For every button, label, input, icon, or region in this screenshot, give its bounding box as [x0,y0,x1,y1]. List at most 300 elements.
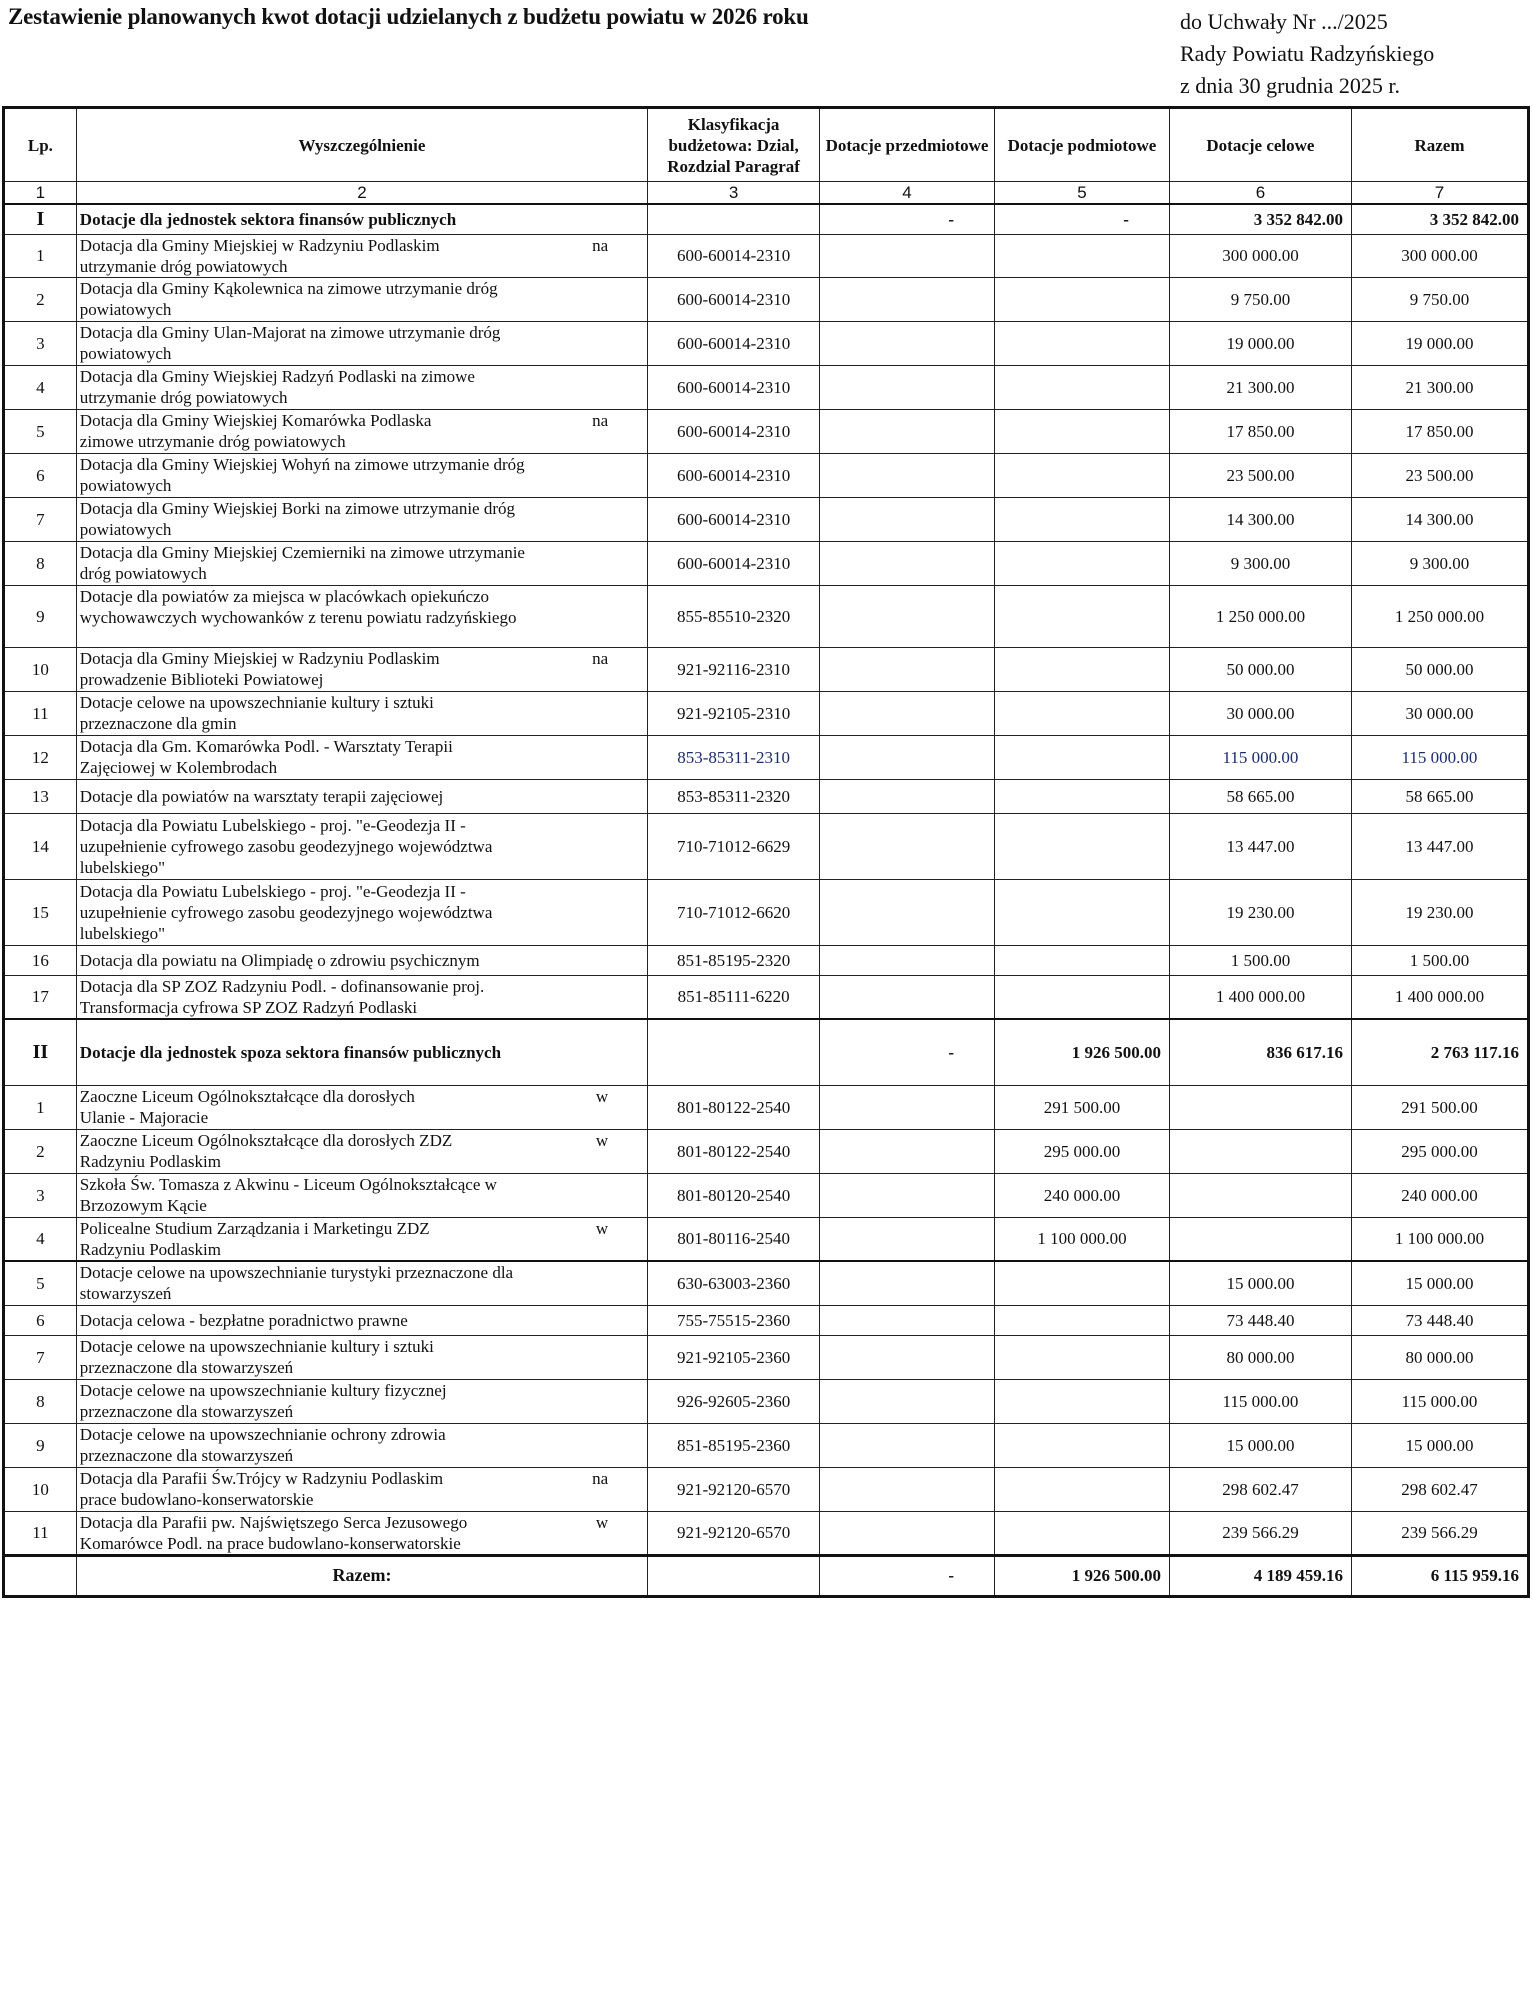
table-row [4,1379,1529,1423]
description-line: lubelskiego" [79,923,166,943]
row-targeted-subsidies: 115 000.00 [1169,1379,1351,1423]
table-row [4,975,1529,1019]
resolution-date: z dnia 30 grudnia 2025 r. [1180,73,1400,98]
row-targeted-subsidies: 30 000.00 [1169,691,1351,735]
row-total: 15 000.00 [1351,1423,1528,1467]
row-subject-subsidies [820,585,995,647]
row-total: 17 850.00 [1351,409,1528,453]
row-description [76,1173,647,1217]
row-description [76,585,647,647]
table-row [4,945,1529,975]
table-row [4,321,1529,365]
row-targeted-subsidies [1169,1173,1351,1217]
row-subject-subsidies [820,541,995,585]
row-total: 15 000.00 [1351,1261,1528,1305]
row-entity-subsidies [995,453,1170,497]
subsidies-table [2,106,1530,1598]
column-number: 4 [820,182,995,205]
row-subject-subsidies [820,321,995,365]
row-targeted-subsidies: 1 400 000.00 [1169,975,1351,1019]
description-line-tail: w [595,1218,609,1238]
row-description [76,1305,647,1335]
row-description [76,1217,647,1261]
row-number: 16 [4,945,77,975]
description-line: Dotacja dla Gminy Wiejskiej Komarówka Podlaska [79,411,432,430]
row-classification: 851-85195-2360 [648,1423,820,1467]
table-row [4,585,1529,647]
row-number: 1 [4,234,77,277]
row-targeted-subsidies [1169,1217,1351,1261]
total-classification [648,1555,820,1596]
description-line: Komarówce Podl. na prace budowlano-konserwatorskie [79,1533,461,1553]
row-total: 19 230.00 [1351,879,1528,945]
description-line: Dotacja dla Powiatu Lubelskiego - proj. "e-Geodezja II - [79,881,466,901]
row-description [76,779,647,813]
row-number: 6 [4,453,77,497]
row-description [76,234,647,277]
row-classification: 921-92120-6570 [648,1467,820,1511]
description-line: Dotacja celowa - bezpłatne poradnictwo prawne [79,1310,408,1330]
total-targeted-subsidies: 4 189 459.16 [1169,1555,1351,1596]
row-description [76,1261,647,1305]
row-total: 239 566.29 [1351,1511,1528,1555]
description-line: Dotacje dla powiatów na warsztaty terapii zajęciowej [79,786,444,806]
description-line: Dotacja dla Parafii Św.Trójcy w Radzyniu Podlaskim [79,1469,444,1488]
row-entity-subsidies [995,779,1170,813]
row-number: 13 [4,779,77,813]
row-number: 7 [4,1335,77,1379]
description-line: wychowawczych wychowanków z terenu powiatu radzyńskiego [79,608,517,627]
row-targeted-subsidies: 1 500.00 [1169,945,1351,975]
column-number-row [4,182,1529,205]
row-description [76,453,647,497]
row-description [76,409,647,453]
row-targeted-subsidies: 15 000.00 [1169,1261,1351,1305]
description-line: prace budowlano-konserwatorskie [79,1490,314,1509]
row-entity-subsidies [995,497,1170,541]
row-entity-subsidies [995,1305,1170,1335]
row-classification: 600-60014-2310 [648,409,820,453]
table-row [4,779,1529,813]
description-line: Policealne Studium Zarządzania i Marketingu ZDZ [79,1218,430,1238]
row-description [76,1511,647,1555]
row-total: 30 000.00 [1351,691,1528,735]
row-total: 73 448.40 [1351,1305,1528,1335]
row-description [76,497,647,541]
row-total: 115 000.00 [1351,1379,1528,1423]
row-number: 7 [4,497,77,541]
description-line: Dotacja dla Gminy Wiejskiej Borki na zimowe utrzymanie dróg [79,499,516,518]
row-classification: 600-60014-2310 [648,234,820,277]
row-entity-subsidies [995,321,1170,365]
row-classification: 600-60014-2310 [648,277,820,321]
row-subject-subsidies [820,1173,995,1217]
row-number: 17 [4,975,77,1019]
description-line: uzupełnienie cyfrowego zasobu geodezyjnego województwa [79,836,493,856]
row-total: 1 400 000.00 [1351,975,1528,1019]
description-line: Zaoczne Liceum Ogólnokształcące dla dorosłych [79,1087,415,1106]
row-total: 295 000.00 [1351,1129,1528,1173]
section-total: 3 352 842.00 [1351,204,1528,234]
section-row [4,204,1529,234]
row-total: 115 000.00 [1351,735,1528,779]
description-line: utrzymanie dróg powiatowych [79,388,288,407]
row-total: 1 100 000.00 [1351,1217,1528,1261]
section-subject-subsidies: - [820,204,995,234]
row-subject-subsidies [820,1305,995,1335]
row-entity-subsidies [995,813,1170,879]
row-targeted-subsidies: 73 448.40 [1169,1305,1351,1335]
row-targeted-subsidies: 9 300.00 [1169,541,1351,585]
row-entity-subsidies [995,691,1170,735]
row-entity-subsidies: 295 000.00 [995,1129,1170,1173]
row-classification: 600-60014-2310 [648,321,820,365]
table-row [4,409,1529,453]
table-row [4,365,1529,409]
row-number: 10 [4,647,77,691]
resolution-council: Rady Powiatu Radzyńskiego [1180,41,1435,66]
section-targeted-subsidies: 836 617.16 [1169,1019,1351,1085]
row-subject-subsidies [820,735,995,779]
description-line: Dotacja dla SP ZOZ Radzyniu Podl. - dofinansowanie proj. [79,976,485,996]
section-total: 2 763 117.16 [1351,1019,1528,1085]
section-number: II [4,1019,77,1085]
header-total: Razem [1351,108,1528,182]
row-subject-subsidies [820,879,995,945]
row-targeted-subsidies: 23 500.00 [1169,453,1351,497]
row-targeted-subsidies: 80 000.00 [1169,1335,1351,1379]
row-subject-subsidies [820,813,995,879]
description-line: Radzyniu Podlaskim [79,1239,221,1259]
description-line: Dotacje celowe na upowszechnianie kultury i sztuki [79,1337,434,1356]
row-subject-subsidies [820,1129,995,1173]
row-entity-subsidies [995,1379,1170,1423]
row-classification: 801-80122-2540 [648,1129,820,1173]
row-targeted-subsidies: 13 447.00 [1169,813,1351,879]
row-entity-subsidies [995,277,1170,321]
row-classification: 921-92105-2310 [648,691,820,735]
table-row [4,453,1529,497]
description-line: Ulanie - Majoracie [79,1108,209,1127]
row-targeted-subsidies: 115 000.00 [1169,735,1351,779]
row-entity-subsidies [995,585,1170,647]
description-line: Transformacja cyfrowa SP ZOZ Radzyń Podlaski [79,997,418,1017]
table-row [4,1305,1529,1335]
row-description [76,975,647,1019]
row-description [76,1467,647,1511]
table-row [4,1129,1529,1173]
table-row [4,1173,1529,1217]
section-classification [648,1019,820,1085]
table-row [4,541,1529,585]
row-description [76,647,647,691]
row-targeted-subsidies: 298 602.47 [1169,1467,1351,1511]
row-entity-subsidies [995,1423,1170,1467]
row-subject-subsidies [820,1379,995,1423]
row-total: 1 500.00 [1351,945,1528,975]
row-subject-subsidies [820,1085,995,1129]
row-total: 1 250 000.00 [1351,585,1528,647]
description-line: uzupełnienie cyfrowego zasobu geodezyjnego województwa [79,902,493,922]
description-line: stowarzyszeń [79,1284,172,1304]
row-subject-subsidies [820,234,995,277]
description-line: Dotacje celowe na upowszechnianie kultury i sztuki [79,693,434,712]
description-line: Radzyniu Podlaskim [79,1152,221,1171]
row-subject-subsidies [820,975,995,1019]
section-classification [648,204,820,234]
column-number: 3 [648,182,820,205]
description-line: Dotacja dla Parafii pw. Najświętszego Serca Jezusowego [79,1512,468,1532]
document-title: Zestawienie planowanych kwot dotacji udzielanych z budżetu powiatu w 2026 roku [8,4,809,29]
row-number: 1 [4,1085,77,1129]
description-line: Brzozowym Kącie [79,1196,207,1215]
row-targeted-subsidies: 15 000.00 [1169,1423,1351,1467]
row-number: 8 [4,541,77,585]
row-number: 4 [4,1217,77,1261]
table-row [4,1423,1529,1467]
description-line: Dotacje celowe na upowszechnianie ochrony zdrowia [79,1425,446,1444]
row-targeted-subsidies: 50 000.00 [1169,647,1351,691]
row-subject-subsidies [820,1217,995,1261]
row-classification: 600-60014-2310 [648,453,820,497]
row-subject-subsidies [820,647,995,691]
row-number: 2 [4,1129,77,1173]
description-line: Dotacje celowe na upowszechnianie turystyki przeznaczone dla [79,1263,514,1283]
description-line: dróg powiatowych [79,564,207,583]
row-entity-subsidies [995,647,1170,691]
row-targeted-subsidies: 17 850.00 [1169,409,1351,453]
section-number: I [4,204,77,234]
row-targeted-subsidies: 19 000.00 [1169,321,1351,365]
description-line: Dotacja dla Powiatu Lubelskiego - proj. "e-Geodezja II - [79,815,466,835]
row-entity-subsidies: 291 500.00 [995,1085,1170,1129]
description-line: Dotacja dla Gminy Miejskiej Czemierniki na zimowe utrzymanie [79,543,525,562]
column-number: 6 [1169,182,1351,205]
row-classification: 600-60014-2310 [648,497,820,541]
description-line: Dotacja dla Gm. Komarówka Podl. - Warsztaty Terapii [79,737,453,756]
row-number: 2 [4,277,77,321]
description-line: Zaoczne Liceum Ogólnokształcące dla dorosłych ZDZ [79,1131,453,1150]
table-row [4,691,1529,735]
table-row [4,1217,1529,1261]
total-label: Razem: [76,1555,647,1596]
row-subject-subsidies [820,1335,995,1379]
row-total: 21 300.00 [1351,365,1528,409]
description-line-tail: na [592,235,609,255]
row-total: 9 750.00 [1351,277,1528,321]
row-total: 13 447.00 [1351,813,1528,879]
row-targeted-subsidies: 9 750.00 [1169,277,1351,321]
row-number: 8 [4,1379,77,1423]
table-row [4,1511,1529,1555]
row-number: 15 [4,879,77,945]
table-row [4,277,1529,321]
row-classification: 801-80120-2540 [648,1173,820,1217]
description-line: przeznaczone dla stowarzyszeń [79,1446,294,1465]
row-classification: 710-71012-6620 [648,879,820,945]
row-targeted-subsidies: 1 250 000.00 [1169,585,1351,647]
header-classification: Klasyfikacja budżetowa: Dzial, Rozdzial Paragraf [648,108,820,182]
row-total: 300 000.00 [1351,234,1528,277]
description-line: Dotacja dla Gminy Ulan-Majorat na zimowe utrzymanie dróg [79,323,501,342]
header-description: Wyszczególnienie [76,108,647,182]
row-description [76,1423,647,1467]
table-row [4,647,1529,691]
row-entity-subsidies [995,945,1170,975]
row-entity-subsidies [995,541,1170,585]
row-subject-subsidies [820,945,995,975]
row-entity-subsidies [995,409,1170,453]
header-targeted-subsidies: Dotacje celowe [1169,108,1351,182]
row-description [76,1129,647,1173]
row-total: 23 500.00 [1351,453,1528,497]
description-line: Dotacje celowe na upowszechnianie kultury fizycznej [79,1381,447,1400]
row-subject-subsidies [820,1423,995,1467]
column-number: 7 [1351,182,1528,205]
header-subject-subsidies: Dotacje przedmiotowe [820,108,995,182]
description-line: Dotacja dla Gminy Miejskiej w Radzyniu Podlaskim [79,235,440,255]
section-label: Dotacje dla jednostek spoza sektora finansów publicznych [76,1019,647,1085]
row-classification: 921-92116-2310 [648,647,820,691]
row-description [76,813,647,879]
row-classification: 851-85111-6220 [648,975,820,1019]
grand-total-row [4,1555,1529,1596]
row-targeted-subsidies: 21 300.00 [1169,365,1351,409]
row-targeted-subsidies: 19 230.00 [1169,879,1351,945]
row-subject-subsidies [820,365,995,409]
description-line: Dotacja dla Gminy Kąkolewnica na zimowe utrzymanie dróg [79,279,498,298]
section-entity-subsidies: 1 926 500.00 [995,1019,1170,1085]
row-number: 3 [4,1173,77,1217]
column-number: 2 [76,182,647,205]
description-line-tail: w [595,1131,609,1150]
header-lp: Lp. [4,108,77,182]
column-number: 5 [995,182,1170,205]
row-number: 5 [4,1261,77,1305]
row-entity-subsidies [995,1511,1170,1555]
description-line: powiatowych [79,476,172,495]
description-line-tail: w [595,1512,609,1532]
row-description [76,691,647,735]
row-description [76,879,647,945]
row-entity-subsidies [995,234,1170,277]
row-classification: 921-92105-2360 [648,1335,820,1379]
row-number: 4 [4,365,77,409]
row-number: 5 [4,409,77,453]
row-total: 291 500.00 [1351,1085,1528,1129]
row-description [76,1335,647,1379]
description-line: Dotacja dla powiatu na Olimpiadę o zdrowiu psychicznym [79,950,480,970]
row-description [76,735,647,779]
row-entity-subsidies [995,365,1170,409]
row-subject-subsidies [820,1511,995,1555]
row-number: 14 [4,813,77,879]
description-line: Zajęciowej w Kolembrodach [79,758,278,777]
total-number [4,1555,77,1596]
row-entity-subsidies [995,879,1170,945]
description-line-tail: na [592,411,609,430]
row-subject-subsidies [820,409,995,453]
row-classification: 926-92605-2360 [648,1379,820,1423]
row-description [76,541,647,585]
table-row [4,879,1529,945]
description-line-tail: na [592,1469,609,1488]
row-number: 11 [4,1511,77,1555]
description-line: powiatowych [79,300,172,319]
row-subject-subsidies [820,497,995,541]
row-classification: 801-80122-2540 [648,1085,820,1129]
table-row [4,735,1529,779]
description-line: przeznaczone dla stowarzyszeń [79,1402,294,1421]
section-entity-subsidies: - [995,204,1170,234]
description-line-tail: w [595,1087,609,1106]
table-row [4,813,1529,879]
description-line: Szkoła Św. Tomasza z Akwinu - Liceum Ogólnokształcące w [79,1175,497,1194]
row-number: 3 [4,321,77,365]
table-row [4,497,1529,541]
table-row [4,1467,1529,1511]
row-classification: 755-75515-2360 [648,1305,820,1335]
description-line-tail: na [592,649,609,668]
description-line: zimowe utrzymanie dróg powiatowych [79,432,346,451]
section-targeted-subsidies: 3 352 842.00 [1169,204,1351,234]
row-entity-subsidies: 1 100 000.00 [995,1217,1170,1261]
table-row [4,1335,1529,1379]
section-subject-subsidies: - [820,1019,995,1085]
section-label: Dotacje dla jednostek sektora finansów publicznych [76,204,647,234]
description-line: przeznaczone dla stowarzyszeń [79,1358,294,1377]
row-subject-subsidies [820,1261,995,1305]
description-line: lubelskiego" [79,857,166,877]
description-line: przeznaczone dla gmin [79,714,237,733]
resolution-number: do Uchwały Nr .../2025 [1180,9,1388,34]
row-subject-subsidies [820,779,995,813]
row-targeted-subsidies [1169,1129,1351,1173]
description-line: Dotacje dla powiatów za miejsca w placówkach opiekuńczo [79,587,490,606]
row-subject-subsidies [820,691,995,735]
row-subject-subsidies [820,453,995,497]
row-subject-subsidies [820,277,995,321]
row-number: 9 [4,1423,77,1467]
total-subject-subsidies: - [820,1555,995,1596]
row-description [76,1085,647,1129]
description-line: prowadzenie Biblioteki Powiatowej [79,670,324,689]
row-classification: 600-60014-2310 [648,541,820,585]
description-line: utrzymanie dróg powiatowych [79,256,288,276]
row-entity-subsidies [995,1335,1170,1379]
description-line: powiatowych [79,344,172,363]
table-row [4,234,1529,277]
table-row [4,1261,1529,1305]
row-total: 80 000.00 [1351,1335,1528,1379]
row-total: 58 665.00 [1351,779,1528,813]
row-entity-subsidies [995,1261,1170,1305]
row-description [76,365,647,409]
row-targeted-subsidies: 58 665.00 [1169,779,1351,813]
row-entity-subsidies [995,735,1170,779]
row-description [76,277,647,321]
row-classification: 853-85311-2320 [648,779,820,813]
row-total: 50 000.00 [1351,647,1528,691]
row-targeted-subsidies: 239 566.29 [1169,1511,1351,1555]
row-classification: 921-92120-6570 [648,1511,820,1555]
row-classification: 801-80116-2540 [648,1217,820,1261]
row-total: 14 300.00 [1351,497,1528,541]
row-classification: 853-85311-2310 [648,735,820,779]
row-description [76,321,647,365]
row-targeted-subsidies: 14 300.00 [1169,497,1351,541]
row-number: 10 [4,1467,77,1511]
